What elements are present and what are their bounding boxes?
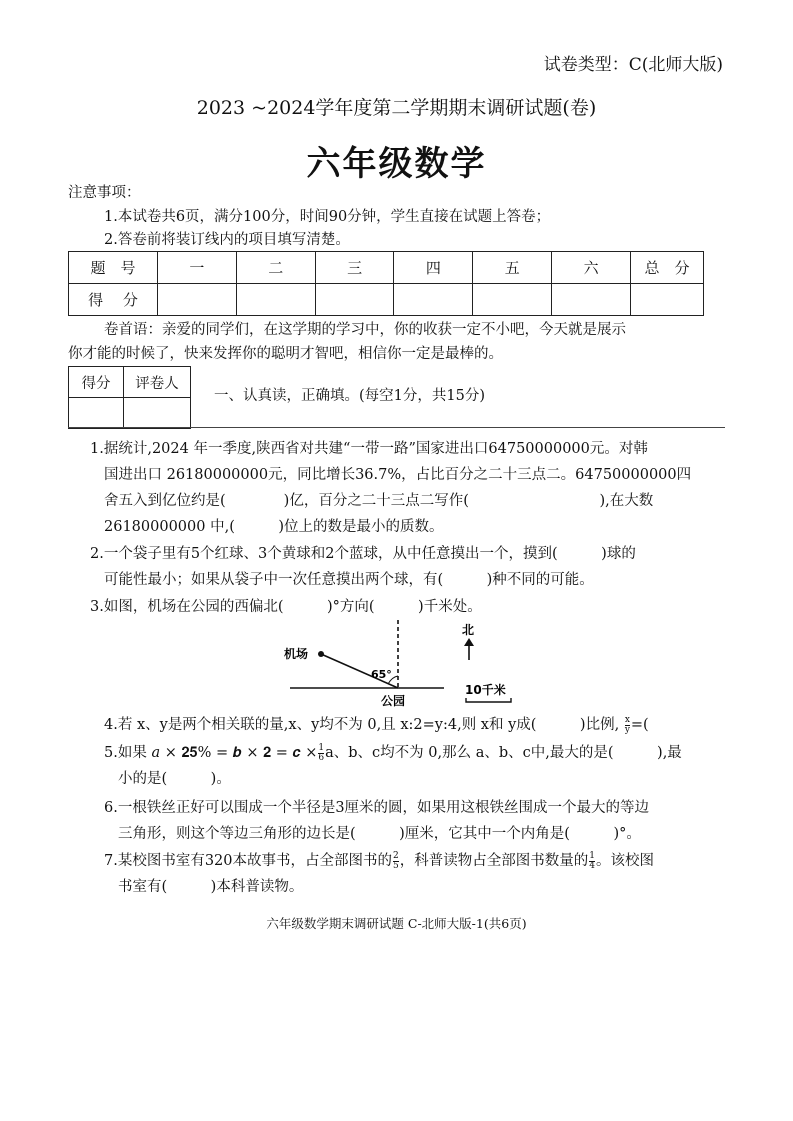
fraction-denominator: 6 (318, 752, 325, 763)
score-table-header-row (69, 252, 704, 284)
question-text: 7.某校图书室有320本故事书，占全部图书的 (104, 853, 393, 869)
score-header-cell: 五 (473, 252, 552, 284)
fraction-numerator: 1 (589, 850, 595, 861)
airport-label: 机场 (284, 647, 309, 661)
direction-diagram (280, 616, 520, 708)
score-header-cell: 四 (394, 252, 473, 284)
grader-score-label: 得分 (69, 367, 124, 398)
intro-line: 你才能的时候了，快来发挥你的聪明才智吧，相信你一定是最棒的。 (68, 346, 503, 362)
exam-header: 2023 ~2024学年度第二学期期末调研试题(卷) (196, 97, 597, 119)
question-line: 三角形，则这个等边三角形的边长是( )厘米，它其中一个内角是( )°。 (118, 826, 641, 842)
grader-table (68, 366, 191, 429)
page-title: 六年级数学 (306, 144, 487, 184)
question-line: 小的是( )。 (118, 771, 231, 787)
question-line: 国进出口 26180000000元，同比增长36.7%，占比百分之二十三点二。64750000000四 (104, 467, 692, 483)
grader-name-label: 评卷人 (124, 367, 191, 398)
score-input-cell[interactable] (394, 284, 473, 316)
question-line: 可能性最小；如果从袋子中一次任意摸出两个球，有( )种不同的可能。 (104, 572, 594, 588)
fraction-one-sixth (318, 744, 324, 763)
question-text: ，科普读物占全部图书数量的 (399, 853, 589, 869)
score-input-cell[interactable] (473, 284, 552, 316)
question-5 (104, 740, 734, 792)
question-tail: =( (630, 717, 649, 733)
intro-line: 卷首语：亲爱的同学们，在这学期的学习中，你的收获一定不小吧，今天就是展示 (104, 322, 626, 338)
question-line: 26180000000 中,( )位上的数是最小的质数。 (104, 519, 444, 535)
page-footer: 六年级数学期末调研试题 C-北师大版-1(共6页) (266, 916, 527, 931)
question-line (104, 740, 734, 766)
north-label: 北 (462, 623, 475, 637)
score-input-cell[interactable] (631, 284, 704, 316)
question-text: 5.如果 𝑎 × 𝟐𝟓% = 𝒃 × 𝟐 = 𝒄 × (104, 745, 318, 761)
fraction-one-fourth (589, 852, 595, 871)
score-header-cell: 六 (552, 252, 631, 284)
fraction-numerator: 1 (318, 742, 325, 753)
score-input-cell[interactable] (236, 284, 315, 316)
fraction-denominator: y (624, 724, 630, 735)
score-input-cell[interactable] (158, 284, 237, 316)
section-heading: 一、认真读，正确填。(每空1分，共15分) (214, 388, 485, 404)
question-2 (90, 541, 729, 593)
fraction-numerator: x (624, 714, 630, 725)
question-line: 舍五入到亿位约是( )亿，百分之二十三点二写作( ),在大数 (104, 493, 654, 509)
score-input-cell[interactable] (552, 284, 631, 316)
scale-bar (466, 698, 511, 702)
question-line: 4.若 x、y是两个相关联的量,x、y均不为 0,且 x:2=y:4,则 x和 y成( )比例, (104, 717, 620, 733)
section-divider (68, 427, 725, 428)
angle-label: 65° (371, 668, 392, 681)
note-item: 1.本试卷共6页，满分100分，时间90分钟，学生直接在试题上答卷； (104, 209, 551, 225)
score-table-score-row (69, 284, 704, 316)
question-4 (104, 712, 744, 738)
score-header-cell: 题 号 (69, 252, 158, 284)
question-text: a、b、c均不为 0,那么 a、b、c中,最大的是( ),最 (325, 745, 682, 761)
north-arrow-icon (464, 638, 474, 646)
grader-name-cell[interactable] (124, 398, 191, 429)
question-line: 1.据统计,2024 年一季度,陕西省对共建“一带一路”国家进出口64750000000元。对韩 (90, 441, 648, 457)
question-line: 6.一根铁丝正好可以围成一个半径是3厘米的圆，如果用这根铁丝围成一个最大的等边 (104, 800, 650, 816)
score-header-cell: 三 (315, 252, 394, 284)
score-input-cell[interactable] (315, 284, 394, 316)
question-7 (104, 848, 729, 900)
question-line: 3.如图，机场在公园的西偏北( )°方向( )千米处。 (90, 599, 482, 615)
question-6 (104, 795, 729, 847)
grader-score-cell[interactable] (69, 398, 124, 429)
airport-dot (318, 651, 324, 657)
score-header-cell: 总 分 (631, 252, 704, 284)
score-table (68, 251, 704, 316)
question-text: 。该校图 (595, 853, 654, 869)
question-1 (90, 436, 729, 540)
notes-label: 注意事项： (68, 185, 141, 201)
scale-label: 10千米 (465, 683, 506, 697)
fraction-x-over-y (625, 716, 630, 735)
exam-type: 试卷类型：C(北师大版) (543, 55, 723, 75)
score-header-cell: 二 (236, 252, 315, 284)
question-line: 2.一个袋子里有5个红球、3个黄球和2个蓝球，从中任意摸出一个，摸到( )球的 (90, 546, 636, 562)
park-label: 公园 (381, 694, 406, 708)
score-header-cell: 一 (158, 252, 237, 284)
note-item: 2.答卷前将装订线内的项目填写清楚。 (104, 232, 350, 248)
question-line (104, 848, 729, 874)
fraction-two-fifths (393, 852, 399, 871)
score-row-label: 得 分 (69, 284, 158, 316)
fraction-denominator: 5 (393, 860, 399, 871)
question-line: 书室有( )本科普读物。 (118, 879, 304, 895)
fraction-denominator: 4 (589, 860, 595, 871)
fraction-numerator: 2 (393, 850, 399, 861)
